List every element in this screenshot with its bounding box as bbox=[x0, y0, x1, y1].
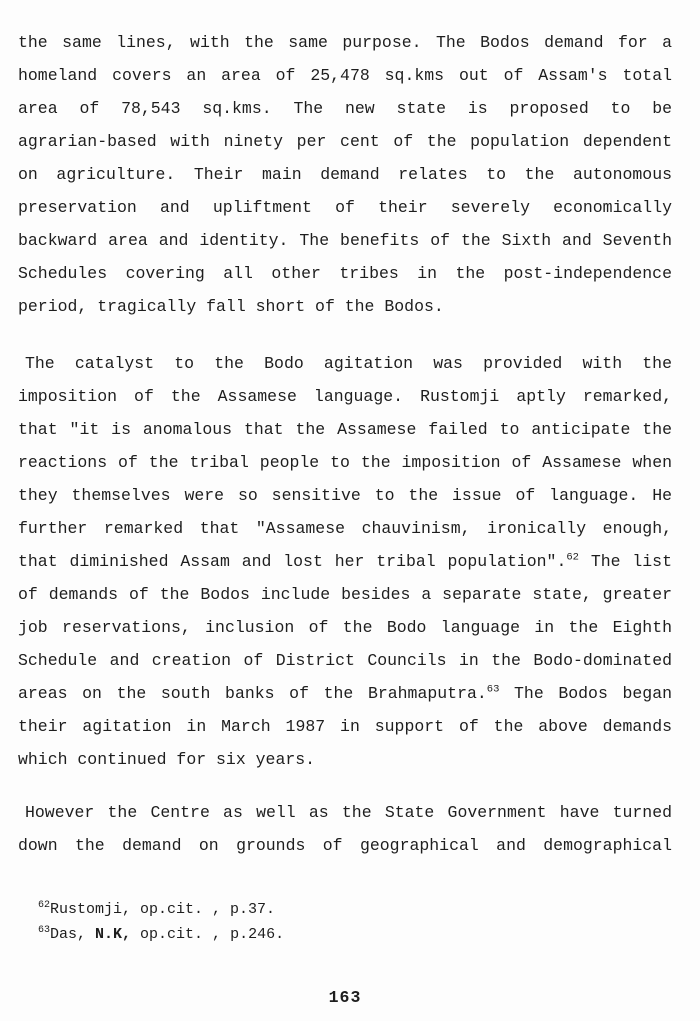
text-segment: job reservations, inclusion of the Bodo language in the Eighth bbox=[18, 618, 672, 637]
text-line bbox=[18, 158, 672, 191]
text-segment: homeland covers an area of 25,478 sq.kms out of Assam's total bbox=[18, 66, 672, 85]
text-segment: area of 78,543 sq.kms. The new state is proposed to be bbox=[18, 99, 672, 118]
text-line bbox=[18, 191, 672, 224]
footnote-ref: 63 bbox=[486, 683, 500, 696]
text-segment: The catalyst to the Bodo agitation was provided with the bbox=[25, 354, 672, 373]
text-segment: the same lines, with the same purpose. The Bodos demand for a bbox=[18, 33, 672, 52]
text-segment: However the Centre as well as the State Government have turned bbox=[25, 803, 672, 822]
text-segment: that "it is anomalous that the Assamese failed to anticipate the bbox=[18, 420, 672, 439]
text-segment: The list bbox=[578, 552, 672, 571]
text-segment: Rustomji, op.cit. , p.37. bbox=[50, 901, 276, 918]
text-segment: further remarked that "Assamese chauvinism, ironically enough, bbox=[18, 519, 672, 538]
paragraph-2 bbox=[18, 347, 672, 776]
text-segment: backward area and identity. The benefits of the Sixth and Seventh bbox=[18, 231, 672, 250]
footnotes bbox=[18, 897, 672, 947]
text-segment: on agriculture. Their main demand relates to the autonomous bbox=[18, 165, 672, 184]
text-line bbox=[18, 743, 672, 776]
footnote-ref: 62 bbox=[38, 900, 51, 911]
body-text bbox=[18, 26, 672, 862]
text-line bbox=[18, 59, 672, 92]
text-segment: that diminished Assam and lost her tribal population". bbox=[18, 552, 567, 571]
text-line bbox=[18, 257, 672, 290]
text-line bbox=[18, 677, 672, 710]
text-line bbox=[18, 224, 672, 257]
footnote-ref: 63 bbox=[38, 925, 51, 936]
text-segment: The Bodos began bbox=[499, 684, 673, 703]
text-segment: areas on the south banks of the Brahmaputra. bbox=[18, 684, 487, 703]
text-segment: down the demand on grounds of geographical and demographical bbox=[18, 836, 672, 855]
text-segment: their agitation in March 1987 in support of the above demands bbox=[18, 717, 672, 736]
text-segment: Schedule and creation of District Councils in the Bodo-dominated bbox=[18, 651, 672, 670]
text-line bbox=[18, 92, 672, 125]
text-line bbox=[18, 380, 672, 413]
bold-text: N.K, bbox=[95, 926, 132, 943]
text-line bbox=[18, 710, 672, 743]
text-line bbox=[18, 446, 672, 479]
text-segment: imposition of the Assamese language. Rustomji aptly remarked, bbox=[18, 387, 672, 406]
text-segment: period, tragically fall short of the Bodos. bbox=[18, 297, 444, 316]
paragraph-3 bbox=[18, 796, 672, 862]
text-segment: reactions of the tribal people to the imposition of Assamese when bbox=[18, 453, 672, 472]
text-line bbox=[18, 26, 672, 59]
text-line bbox=[18, 611, 672, 644]
text-segment: preservation and upliftment of their severely economically bbox=[18, 198, 672, 217]
text-line bbox=[18, 796, 672, 829]
text-line bbox=[18, 125, 672, 158]
text-segment: agrarian-based with ninety per cent of the population dependent bbox=[18, 132, 672, 151]
text-segment: Schedules covering all other tribes in the post-independence bbox=[18, 264, 672, 283]
text-line bbox=[18, 347, 672, 380]
text-line bbox=[18, 644, 672, 677]
paragraph-1 bbox=[18, 26, 672, 323]
footnote-1 bbox=[38, 897, 672, 922]
text-line bbox=[18, 413, 672, 446]
text-segment: of demands of the Bodos include besides a separate state, greater bbox=[18, 585, 672, 604]
footnote-ref: 62 bbox=[566, 551, 579, 564]
text-line bbox=[18, 578, 672, 611]
text-segment: which continued for six years. bbox=[18, 750, 316, 769]
text-segment: they themselves were so sensitive to the issue of language. He bbox=[18, 486, 672, 505]
text-line bbox=[18, 512, 672, 545]
text-line bbox=[18, 829, 672, 862]
text-segment: Das, bbox=[50, 926, 96, 943]
text-line bbox=[18, 290, 672, 323]
page-number: 163 bbox=[328, 988, 362, 1007]
footnote-2 bbox=[38, 922, 672, 947]
text-line bbox=[18, 479, 672, 512]
text-segment: op.cit. , p.246. bbox=[131, 926, 285, 943]
text-line bbox=[18, 545, 672, 578]
